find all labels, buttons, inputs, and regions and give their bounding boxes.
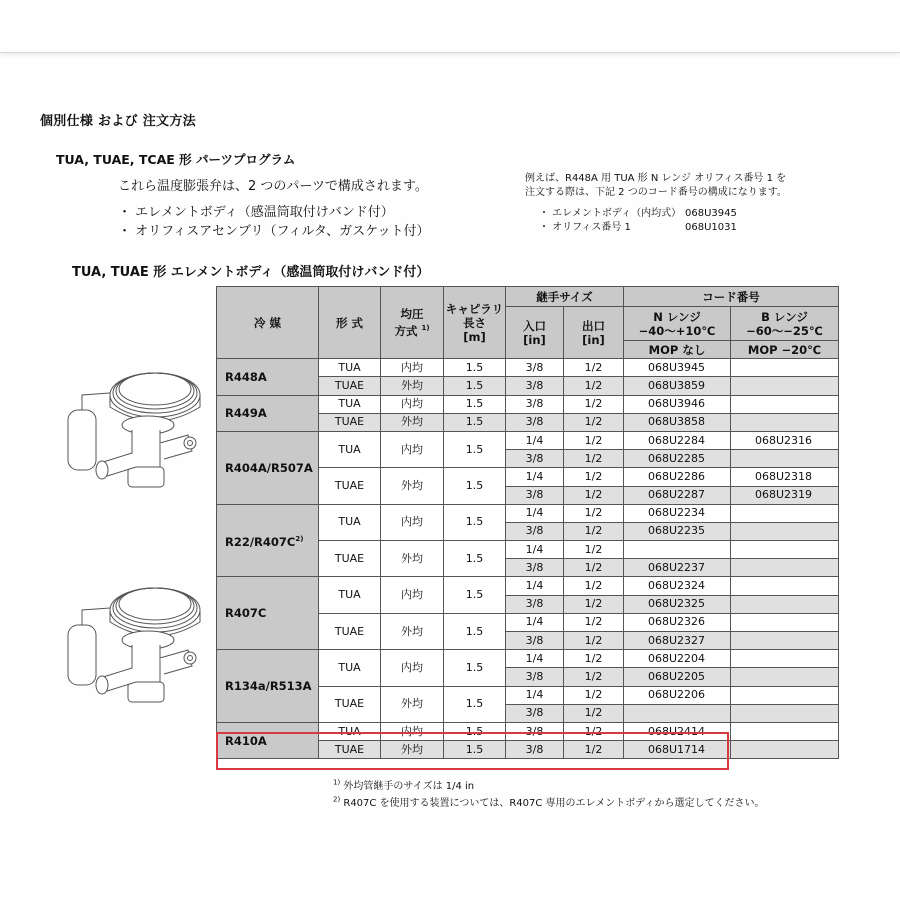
section-title: 個別仕様 および 注文方法: [40, 114, 196, 129]
n-range-code-cell: 068U2325: [624, 595, 731, 613]
header-b-mop: MOP −20℃: [731, 341, 839, 359]
equalizer-cell: 外均: [381, 741, 444, 759]
n-range-code-cell: 068U3859: [624, 377, 731, 395]
outlet-cell: 1/2: [564, 722, 624, 740]
b-range-code-cell: [731, 741, 839, 759]
table-row: [217, 722, 839, 740]
outlet-cell: 1/2: [564, 468, 624, 486]
b-range-code-cell: 068U2319: [731, 486, 839, 504]
outlet-cell: 1/2: [564, 668, 624, 686]
element-body-table: [216, 286, 839, 759]
example-item-code: 068U3945: [685, 208, 737, 219]
table-title: TUA, TUAE 形 エレメントボディ（感温筒取付けバンド付）: [72, 265, 430, 280]
type-cell: TUA: [319, 650, 381, 686]
n-range-code-cell: 068U2286: [624, 468, 731, 486]
b-range-code-cell: [731, 450, 839, 468]
inlet-cell: 1/4: [506, 650, 564, 668]
type-cell: TUAE: [319, 468, 381, 504]
expansion-valve-illustration-2: [60, 570, 210, 720]
inlet-cell: 3/8: [506, 559, 564, 577]
equalizer-cell: 内均: [381, 650, 444, 686]
type-cell: TUAE: [319, 541, 381, 577]
n-range-code-cell: 068U2285: [624, 450, 731, 468]
outlet-cell: 1/2: [564, 486, 624, 504]
b-range-code-cell: [731, 559, 839, 577]
inlet-cell: 1/4: [506, 577, 564, 595]
type-cell: TUAE: [319, 613, 381, 649]
equalizer-cell: 内均: [381, 577, 444, 613]
inlet-cell: 1/4: [506, 431, 564, 449]
n-range-code-cell: 068U2327: [624, 632, 731, 650]
n-range-code-cell: 068U2234: [624, 504, 731, 522]
n-range-code-cell: 068U2284: [624, 431, 731, 449]
n-range-code-cell: 068U2205: [624, 668, 731, 686]
refrigerant-cell: R449A: [217, 395, 319, 431]
inlet-cell: 3/8: [506, 741, 564, 759]
n-range-code-cell: 068U2204: [624, 650, 731, 668]
inlet-cell: 3/8: [506, 722, 564, 740]
equalizer-cell: 外均: [381, 468, 444, 504]
capillary-cell: 1.5: [444, 741, 506, 759]
intro-text: これら温度膨張弁は、2 つのパーツで構成されます。: [118, 179, 428, 194]
b-range-code-cell: [731, 595, 839, 613]
n-range-code-cell: 068U3945: [624, 359, 731, 377]
header-b-range: B レンジ −60〜−25℃: [731, 307, 839, 341]
inlet-cell: 1/4: [506, 613, 564, 631]
inlet-cell: 1/4: [506, 504, 564, 522]
inlet-cell: 3/8: [506, 395, 564, 413]
n-range-code-cell: 068U3858: [624, 413, 731, 431]
inlet-cell: 3/8: [506, 486, 564, 504]
b-range-code-cell: [731, 395, 839, 413]
b-range-code-cell: [731, 613, 839, 631]
outlet-cell: 1/2: [564, 504, 624, 522]
inlet-cell: 3/8: [506, 522, 564, 540]
equalizer-cell: 外均: [381, 686, 444, 722]
type-cell: TUA: [319, 504, 381, 540]
inlet-cell: 1/4: [506, 541, 564, 559]
n-range-code-cell: 068U2326: [624, 613, 731, 631]
type-cell: TUA: [319, 395, 381, 413]
b-range-code-cell: [731, 377, 839, 395]
outlet-cell: 1/2: [564, 522, 624, 540]
top-bar: [0, 0, 900, 53]
parts-program-title: TUA, TUAE, TCAE 形 パーツプログラム: [56, 152, 296, 167]
capillary-cell: 1.5: [444, 504, 506, 540]
header-inlet: 入口 [in]: [506, 307, 564, 359]
outlet-cell: 1/2: [564, 686, 624, 704]
b-range-code-cell: [731, 577, 839, 595]
n-range-code-cell: 068U2206: [624, 686, 731, 704]
type-cell: TUA: [319, 431, 381, 467]
capillary-cell: 1.5: [444, 468, 506, 504]
header-capillary: キャピラリ 長さ [m]: [444, 287, 506, 359]
equalizer-cell: 内均: [381, 504, 444, 540]
inlet-cell: 3/8: [506, 359, 564, 377]
table-row: [217, 431, 839, 449]
b-range-code-cell: [731, 359, 839, 377]
capillary-cell: 1.5: [444, 541, 506, 577]
table-row: [217, 395, 839, 413]
type-cell: TUA: [319, 359, 381, 377]
header-n-range: N レンジ −40〜+10℃: [624, 307, 731, 341]
capillary-cell: 1.5: [444, 413, 506, 431]
inlet-cell: 1/4: [506, 468, 564, 486]
type-cell: TUAE: [319, 686, 381, 722]
b-range-code-cell: [731, 413, 839, 431]
expansion-valve-illustration-1: [60, 355, 210, 505]
equalizer-cell: 内均: [381, 722, 444, 740]
capillary-cell: 1.5: [444, 722, 506, 740]
n-range-code-cell: 068U2414: [624, 722, 731, 740]
inlet-cell: 3/8: [506, 595, 564, 613]
equalizer-cell: 内均: [381, 395, 444, 413]
example-item-label: ・ オリフィス番号 1: [539, 222, 631, 233]
outlet-cell: 1/2: [564, 559, 624, 577]
b-range-code-cell: [731, 668, 839, 686]
capillary-cell: 1.5: [444, 395, 506, 413]
type-cell: TUA: [319, 722, 381, 740]
n-range-code-cell: [624, 541, 731, 559]
inlet-cell: 3/8: [506, 668, 564, 686]
n-range-code-cell: 068U2235: [624, 522, 731, 540]
b-range-code-cell: [731, 704, 839, 722]
refrigerant-cell: R448A: [217, 359, 319, 395]
outlet-cell: 1/2: [564, 613, 624, 631]
outlet-cell: 1/2: [564, 632, 624, 650]
table-row: [217, 650, 839, 668]
b-range-code-cell: 068U2316: [731, 431, 839, 449]
capillary-cell: 1.5: [444, 359, 506, 377]
equalizer-cell: 内均: [381, 359, 444, 377]
n-range-code-cell: 068U1714: [624, 741, 731, 759]
equalizer-cell: 外均: [381, 377, 444, 395]
refrigerant-cell: R410A: [217, 722, 319, 758]
example-line-1: 例えば、R448A 用 TUA 形 N レンジ オリフィス番号 1 を: [525, 173, 787, 184]
b-range-code-cell: [731, 722, 839, 740]
refrigerant-cell: $R22/R407C^{2)}$: [217, 504, 319, 577]
refrigerant-cell: R407C: [217, 577, 319, 650]
outlet-cell: 1/2: [564, 541, 624, 559]
footnote-2: $^{2)}$ R407C を使用する装置については、R407C 専用のエレメントボディから選定してください。: [333, 795, 765, 809]
capillary-cell: 1.5: [444, 577, 506, 613]
outlet-cell: 1/2: [564, 377, 624, 395]
outlet-cell: 1/2: [564, 359, 624, 377]
outlet-cell: 1/2: [564, 450, 624, 468]
equalizer-cell: 外均: [381, 413, 444, 431]
table-row: [217, 359, 839, 377]
inlet-cell: 3/8: [506, 377, 564, 395]
b-range-code-cell: [731, 504, 839, 522]
refrigerant-cell: R134a/R513A: [217, 650, 319, 723]
table-row: [217, 577, 839, 595]
header-type: 形 式: [319, 287, 381, 359]
equalizer-cell: 内均: [381, 431, 444, 467]
outlet-cell: 1/2: [564, 577, 624, 595]
outlet-cell: 1/2: [564, 650, 624, 668]
part-item-orifice-assembly: ・ オリフィスアセンブリ（フィルタ、ガスケット付）: [118, 224, 430, 239]
header-connection-size: 継手サイズ: [506, 287, 624, 307]
header-n-mop: MOP なし: [624, 341, 731, 359]
inlet-cell: 3/8: [506, 632, 564, 650]
capillary-cell: 1.5: [444, 650, 506, 686]
part-item-element-body: ・ エレメントボディ（感温筒取付けバンド付）: [118, 205, 394, 220]
example-item-orifice: [539, 221, 739, 235]
n-range-code-cell: 068U3946: [624, 395, 731, 413]
header-equalizer: 均圧 方式 $^{1)}$: [381, 287, 444, 359]
outlet-cell: 1/2: [564, 395, 624, 413]
type-cell: TUAE: [319, 741, 381, 759]
outlet-cell: 1/2: [564, 413, 624, 431]
capillary-cell: 1.5: [444, 377, 506, 395]
capillary-cell: 1.5: [444, 686, 506, 722]
example-item-element: [539, 207, 739, 221]
header-refrigerant: 冷 媒: [217, 287, 319, 359]
n-range-code-cell: [624, 704, 731, 722]
table-row: [217, 504, 839, 522]
b-range-code-cell: [731, 650, 839, 668]
type-cell: TUAE: [319, 377, 381, 395]
capillary-cell: 1.5: [444, 431, 506, 467]
equalizer-cell: 外均: [381, 541, 444, 577]
outlet-cell: 1/2: [564, 595, 624, 613]
header-outlet: 出口 [in]: [564, 307, 624, 359]
b-range-code-cell: [731, 632, 839, 650]
header-code-number: コード番号: [624, 287, 839, 307]
inlet-cell: 3/8: [506, 450, 564, 468]
example-item-label: ・ エレメントボディ（内均式）: [539, 208, 682, 219]
b-range-code-cell: [731, 686, 839, 704]
outlet-cell: 1/2: [564, 704, 624, 722]
outlet-cell: 1/2: [564, 431, 624, 449]
n-range-code-cell: 068U2287: [624, 486, 731, 504]
equalizer-cell: 外均: [381, 613, 444, 649]
n-range-code-cell: 068U2324: [624, 577, 731, 595]
example-item-code: 068U1031: [685, 222, 737, 233]
footnote-1: $^{1)}$ 外均管継手のサイズは 1/4 in: [333, 778, 475, 792]
type-cell: TUA: [319, 577, 381, 613]
n-range-code-cell: 068U2237: [624, 559, 731, 577]
b-range-code-cell: 068U2318: [731, 468, 839, 486]
type-cell: TUAE: [319, 413, 381, 431]
refrigerant-cell: R404A/R507A: [217, 431, 319, 504]
inlet-cell: 1/4: [506, 686, 564, 704]
inlet-cell: 3/8: [506, 413, 564, 431]
b-range-code-cell: [731, 522, 839, 540]
capillary-cell: 1.5: [444, 613, 506, 649]
inlet-cell: 3/8: [506, 704, 564, 722]
example-line-2: 注文する際は、下記 2 つのコード番号の構成になります。: [525, 187, 787, 198]
outlet-cell: 1/2: [564, 741, 624, 759]
b-range-code-cell: [731, 541, 839, 559]
